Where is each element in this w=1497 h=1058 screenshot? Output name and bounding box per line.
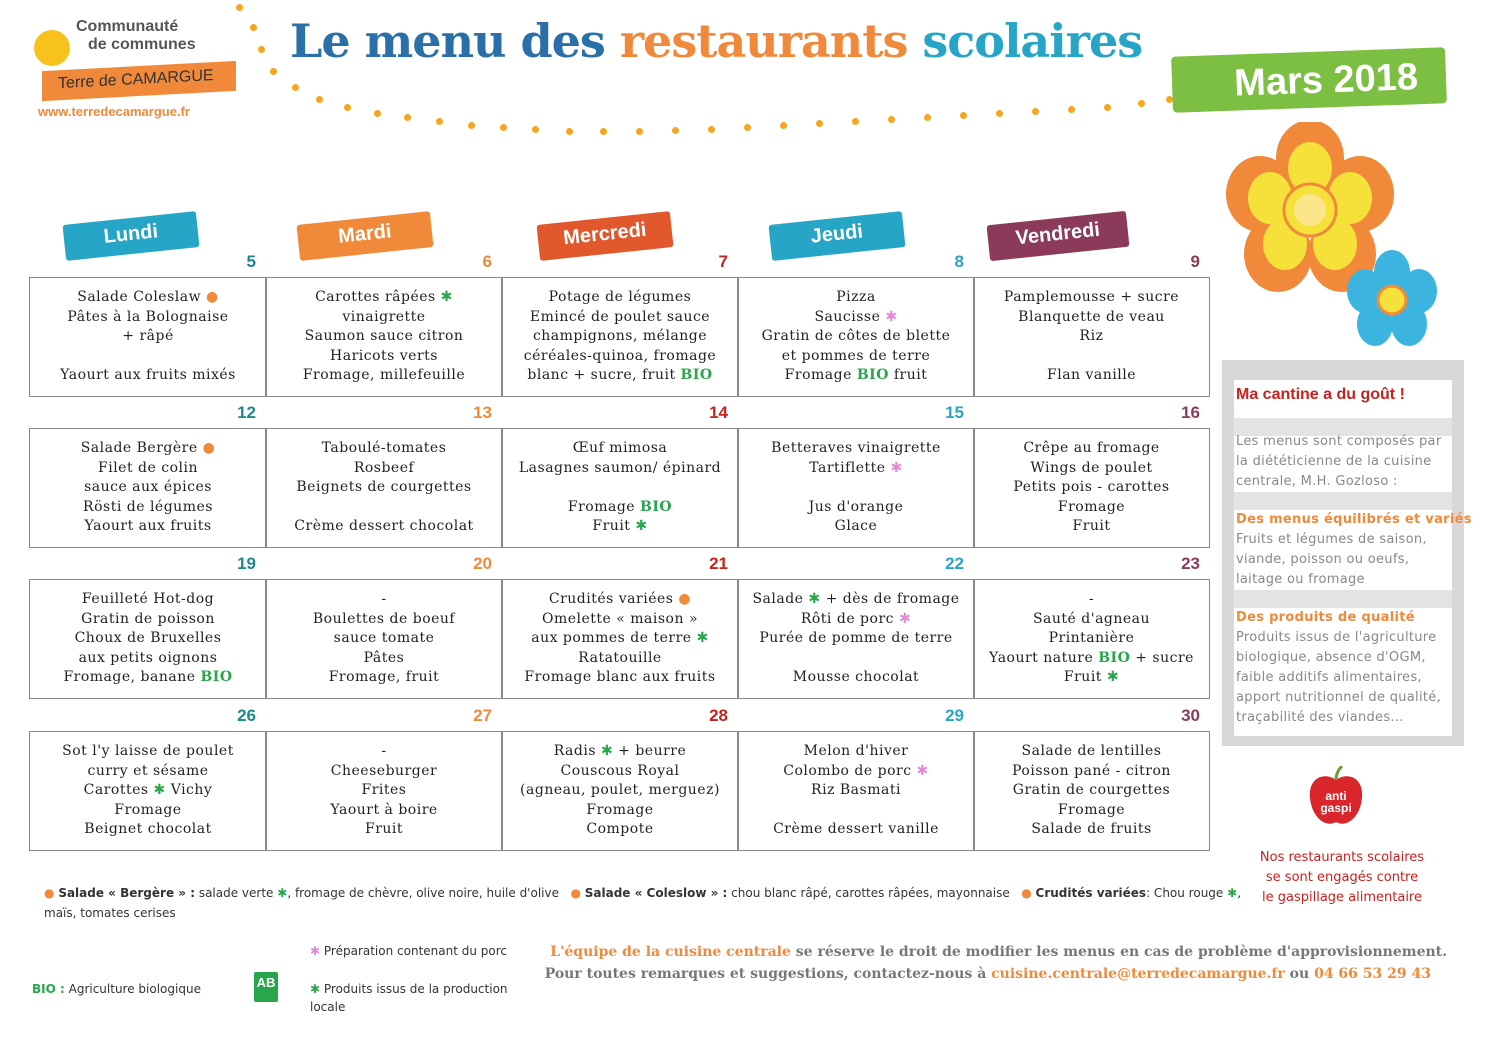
menu-line: Crème dessert chocolat (294, 518, 474, 535)
logo-band-text: Terre de CAMARGUE (58, 67, 214, 93)
porc-icon: ✱ (890, 459, 903, 476)
menu-line: Jus d'orange (808, 498, 904, 515)
menu-line: Fromage, millefeuille (302, 367, 466, 384)
menu-line (30, 347, 266, 367)
menu-line: Petits pois - carottes (1013, 479, 1170, 496)
menu-line: blanc + sucre, fruit BIO (527, 367, 713, 384)
orange-dot-icon: ● (206, 289, 219, 305)
legend-line-2: maïs, tomates cerises (44, 906, 176, 920)
local-icon: ✱ (696, 630, 709, 647)
menu-line: Flan vanille (1047, 367, 1136, 384)
menu-line: Radis ✱ + beurre (553, 743, 687, 759)
title-part-2: restaurants (619, 14, 923, 68)
menu-line: - (381, 591, 387, 607)
menu-line: Saumon sauce citron (304, 328, 464, 345)
day-header-mercredi: Mercredi (536, 211, 673, 261)
menu-line: Pizza (836, 289, 876, 305)
menu-line: Poisson pané - citron (1012, 762, 1171, 779)
menu-line: Salade Bergère ● (80, 440, 216, 456)
menu-line: Fruit (1072, 518, 1111, 535)
menu-line: Fromage (586, 801, 654, 818)
menu-line: Carottes ✱ Vichy (83, 782, 213, 799)
menu-line: Fromage blanc aux fruits (524, 669, 716, 686)
menu-line: Fromage (1057, 801, 1126, 818)
menu-line: Fromage BIO (567, 498, 673, 515)
menu-line: - (381, 743, 387, 759)
menu-line: Carottes râpées ✱ (315, 289, 453, 305)
menu-line: Blanquette de veau (1018, 308, 1165, 325)
menu-line: Crème dessert vanille (773, 821, 939, 838)
anti-gaspi-text: Nos restaurants scolaires se sont engagés contre le gaspillage alimentaire (1259, 850, 1425, 905)
legend-porc: ✱ Préparation contenant du porc (310, 944, 508, 958)
menu-line: Glace (834, 518, 878, 535)
menu-cell-mardi (265, 579, 503, 699)
menu-line: Gratin de poisson (81, 610, 215, 627)
menu-line: Sauté d'agneau (1032, 610, 1151, 627)
local-icon: ✱ (310, 982, 321, 996)
menu-line: Rosbeef (353, 459, 415, 476)
menu-cell-jeudi (737, 579, 975, 699)
sun-icon (34, 30, 70, 66)
menu-cell-mercredi (501, 428, 739, 548)
bio-badge: BIO (680, 367, 713, 384)
day-number-mardi: 20 (473, 554, 492, 573)
menu-line: Betteraves vinaigrette (771, 440, 941, 456)
porc-icon: ✱ (885, 308, 898, 325)
day-number-lundi: 5 (246, 252, 256, 271)
logo-line-1: Communauté (76, 18, 179, 35)
menu-line: sauce aux épices (84, 479, 212, 496)
menu-line: Œuf mimosa (572, 440, 668, 456)
day-number-mercredi: 28 (709, 706, 728, 725)
menu-cell-lundi (29, 579, 267, 699)
menu-line: Salade ✱ + dès de fromage (752, 591, 960, 607)
menu-line: aux pommes de terre ✱ (531, 630, 709, 647)
menu-line: Mousse chocolat (792, 669, 920, 686)
menu-cell-mercredi (501, 579, 739, 699)
day-number-lundi: 26 (237, 706, 256, 725)
porc-icon: ✱ (310, 944, 321, 958)
menu-line: Potage de légumes (548, 289, 692, 305)
porc-icon: ✱ (916, 762, 929, 779)
menu-line: Fromage (1057, 498, 1126, 515)
menu-line: Yaourt aux fruits (84, 518, 212, 535)
day-number-vendredi: 23 (1181, 554, 1200, 573)
menu-line: Beignets de courgettes (296, 479, 472, 496)
menu-line: Crudités variées ● (548, 591, 692, 607)
menu-line: Fruit ✱ (592, 518, 648, 535)
menu-line: Emincé de poulet sauce (529, 308, 711, 325)
info-title: Ma cantine a du goût ! (1236, 386, 1405, 403)
menu-line: Pâtes (363, 649, 405, 666)
menu-line: Gratin de côtes de blette (761, 328, 951, 345)
notice-line-1: L'équipe de la cuisine centrale se réserve le droit de modifier les menus en cas de problème d'approvisionnement. (550, 944, 1447, 960)
menu-line: Yaourt nature BIO + sucre (989, 649, 1194, 666)
menu-line: et pommes de terre (781, 347, 931, 364)
menu-cell-mardi (265, 428, 503, 548)
menu-line: Salade Coleslaw ● (77, 289, 219, 305)
day-number-mercredi: 21 (709, 554, 728, 573)
menu-line: Salade de fruits (1031, 821, 1152, 838)
day-number-vendredi: 9 (1190, 252, 1200, 271)
menu-line: Boulettes de boeuf (312, 610, 456, 627)
menu-line (738, 478, 974, 498)
menu-cell-jeudi (737, 428, 975, 548)
menu-cell-lundi (29, 428, 267, 548)
menu-line: - (1088, 591, 1095, 607)
title-part-3: scolaires (922, 14, 1143, 68)
svg-text:gaspi: gaspi (1320, 801, 1352, 815)
orange-dot-icon: ● (678, 591, 692, 607)
info-heading-2: Des produits de qualité (1236, 610, 1415, 625)
menu-line: Rôti de porc ✱ (800, 610, 912, 627)
menu-line: vinaigrette (342, 308, 426, 325)
menu-line: Fruit ✱ (1063, 669, 1120, 686)
info-text-2: Produits issus de l'agriculture biologique, absence d'OGM, faible additifs alimentaires, apport nutritionnel de qualité, traçabilité des viandes... (1236, 630, 1442, 725)
menu-cell-vendredi (973, 277, 1210, 397)
menu-line: Riz Basmati (811, 782, 901, 799)
menu-line: Feuilleté Hot-dog (81, 591, 215, 607)
menu-line: Rösti de légumes (83, 498, 213, 515)
day-number-mercredi: 7 (718, 252, 728, 271)
day-number-jeudi: 29 (945, 706, 964, 725)
menu-line: Pâtes à la Bolognaise (67, 308, 229, 325)
menu-line: Crêpe au fromage (1023, 440, 1160, 456)
phone-number[interactable]: 04 66 53 29 43 (1314, 966, 1431, 982)
day-header-jeudi: Jeudi (768, 211, 905, 261)
blue-flower-icon (1340, 250, 1444, 350)
bio-badge: BIO (200, 669, 233, 686)
info-text-1: Fruits et légumes de saison, viande, poisson ou oeufs, laitage ou fromage (1236, 532, 1427, 587)
menu-line: Cheeseburger (330, 762, 438, 779)
menu-line: Gratin de courgettes (1012, 782, 1171, 799)
menu-cell-mardi (265, 277, 503, 397)
logo-band (42, 61, 236, 101)
bio-badge: BIO (640, 498, 673, 515)
month-label: Mars 2018 (1233, 56, 1419, 105)
local-icon: ✱ (635, 518, 648, 535)
menu-line: céréales-quinoa, fromage (523, 347, 717, 364)
day-number-jeudi: 15 (945, 403, 964, 422)
legend-line-1: ● Salade « Bergère » : salade verte ✱, fromage de chèvre, olive noire, huile d'olive ● Salade « Coleslow » : chou blanc râpé, carottes râpées, mayonnaise ● Crudités variées: Chou rouge ✱, (44, 886, 1242, 900)
title-part-1: Le menu des (290, 14, 620, 68)
menu-line: Fromage (114, 801, 182, 818)
menu-line (266, 498, 502, 518)
menu-line: Omelette « maison » (541, 610, 699, 627)
day-number-mardi: 13 (473, 403, 492, 422)
local-icon: ✱ (808, 591, 821, 607)
day-number-lundi: 19 (237, 554, 256, 573)
local-icon: ✱ (600, 743, 614, 759)
menu-cell-jeudi (737, 731, 975, 851)
menu-line: + râpé (122, 328, 174, 345)
info-band (1234, 590, 1452, 608)
menu-line (738, 801, 974, 821)
menu-line: Haricots verts (330, 347, 438, 364)
logo (30, 14, 245, 124)
menu-line: Filet de colin (98, 459, 198, 476)
day-number-lundi: 12 (237, 403, 256, 422)
menu-line: Salade de lentilles (1021, 743, 1162, 759)
day-header-lundi: Lundi (62, 211, 199, 261)
menu-cell-vendredi (973, 579, 1210, 699)
day-number-jeudi: 22 (945, 554, 964, 573)
menu-line: Riz (1079, 328, 1104, 345)
menu-cell-vendredi (973, 731, 1210, 851)
logo-line-2: de communes (88, 36, 196, 53)
menu-line: Yaourt aux fruits mixés (60, 367, 236, 384)
logo-url[interactable]: www.terredecamargue.fr (38, 104, 190, 119)
menu-line: Ratatouille (578, 649, 662, 666)
day-number-mardi: 27 (473, 706, 492, 725)
day-number-vendredi: 30 (1181, 706, 1200, 725)
menu-cell-lundi (29, 731, 267, 851)
day-header-vendredi: Vendredi (987, 211, 1130, 261)
menu-line: Printanière (1048, 630, 1135, 647)
menu-line: Saucisse ✱ (814, 308, 898, 325)
menu-line: Lasagnes saumon/ épinard (518, 459, 722, 476)
info-band (1234, 492, 1452, 510)
anti-gaspi-apple-icon (1306, 766, 1366, 828)
svg-text:anti: anti (1325, 789, 1347, 803)
menu-line: Purée de pomme de terre (759, 630, 953, 647)
local-icon: ✱ (153, 782, 166, 799)
menu-line: (agneau, poulet, merguez) (520, 782, 720, 799)
ab-logo-icon: AB (254, 972, 278, 1002)
bio-badge: BIO (856, 367, 889, 384)
menu-line: Fromage, fruit (328, 669, 440, 686)
menu-line: Choux de Bruxelles (74, 630, 222, 647)
menu-line: Compote (586, 821, 654, 838)
page-title (290, 14, 1142, 68)
orange-dot-icon: ● (202, 440, 216, 456)
notice-line-2: Pour toutes remarques et suggestions, contactez-nous à cuisine.centrale@terredecamargue.fr ou 04 66 53 29 43 (544, 966, 1431, 982)
menu-cell-mardi (265, 731, 503, 851)
local-icon: ✱ (1106, 669, 1120, 686)
menu-line: Fruit (364, 821, 404, 838)
menu-line: Couscous Royal (560, 762, 680, 779)
menu-line: Fromage BIO fruit (784, 367, 928, 384)
menu-line: Melon d'hiver (803, 743, 909, 759)
menu-line: Tartiflette ✱ (809, 459, 903, 476)
day-header-mardi: Mardi (296, 211, 433, 261)
menu-line: Colombo de porc ✱ (783, 762, 929, 779)
menu-line: curry et sésame (87, 762, 209, 779)
legend-local: ✱ Produits issus de la production locale (310, 982, 508, 1014)
day-number-mercredi: 14 (709, 403, 728, 422)
menu-line: champignons, mélange (532, 328, 708, 345)
menu-cell-mercredi (501, 731, 739, 851)
menu-cell-mercredi (501, 277, 739, 397)
menu-line: Frites (361, 782, 407, 799)
menu-line (502, 478, 738, 498)
menu-line: aux petits oignons (78, 649, 218, 666)
menu-line: Yaourt à boire (330, 801, 438, 818)
menu-line: Sot l'y laisse de poulet (62, 743, 234, 759)
menu-line: Beignet chocolat (84, 821, 212, 838)
day-number-vendredi: 16 (1181, 403, 1200, 422)
local-icon: ✱ (440, 289, 453, 305)
porc-icon: ✱ (898, 610, 912, 627)
menu-line: Pamplemousse + sucre (1003, 289, 1180, 305)
menu-cell-lundi (29, 277, 267, 397)
menu-line: Taboulé-tomates (321, 440, 447, 456)
menu-line: Wings de poulet (1030, 459, 1153, 476)
bio-badge: BIO (1098, 649, 1131, 666)
menu-line (974, 347, 1209, 367)
month-banner (1171, 47, 1447, 113)
info-intro: Les menus sont composés par la diététicienne de la cuisine centrale, M.H. Gozloso : (1236, 434, 1442, 489)
day-number-mardi: 6 (482, 252, 492, 271)
day-number-jeudi: 8 (954, 252, 964, 271)
menu-line (738, 649, 974, 669)
email-link[interactable]: cuisine.centrale@terredecamargue.fr (991, 966, 1285, 982)
menu-cell-vendredi (973, 428, 1210, 548)
info-heading-1: Des menus équilibrés et variés (1236, 512, 1472, 527)
menu-line: sauce tomate (333, 630, 435, 647)
legend-bio: BIO : Agriculture biologique (32, 982, 201, 996)
menu-cell-jeudi (737, 277, 975, 397)
menu-line: Fromage, banane BIO (63, 669, 233, 686)
